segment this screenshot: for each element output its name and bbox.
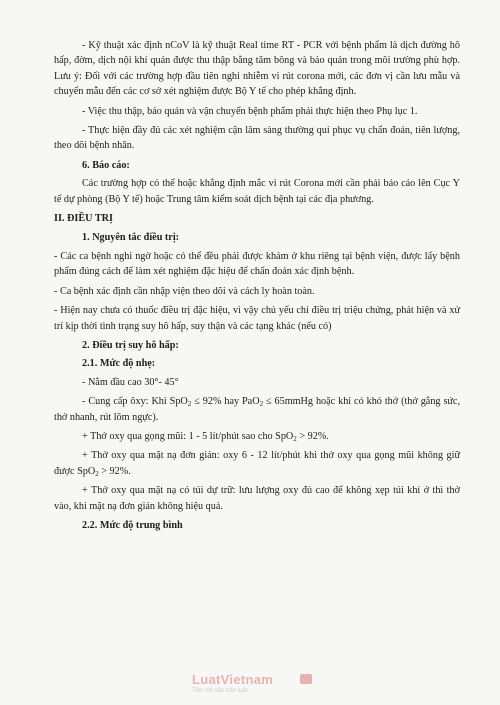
paragraph-simple-mask (54, 448, 460, 479)
text-span: > 92%. (98, 465, 131, 477)
paragraph-oxygen-supply (54, 394, 460, 425)
heading-respiratory-failure: 2. Điều trị suy hô hấp: (82, 339, 179, 351)
text-span: ≤ 65mmHg hoặc khi có khó thở (thở gắng sức, thở nhanh, rút lõm ngực). (54, 396, 460, 423)
paragraph: - Ca bệnh xác định cần nhập viện theo dõi và cách ly hoàn toàn. (54, 285, 315, 297)
paragraph: - Hiện nay chưa có thuốc điều trị đặc hiệu, vì vậy chủ yếu chỉ điều trị triệu chứng, phát hiện và xử trí kịp thời tình trạng suy hô hấp, suy thận và các tạng khác (nếu có) (54, 305, 460, 332)
watermark-logo (192, 672, 322, 702)
watermark-brand: LuatVietnam (192, 672, 274, 687)
paragraph: - Nằm đầu cao 30°- 45° (82, 376, 179, 388)
section-heading-treatment: II. ĐIỀU TRỊ (54, 213, 113, 225)
heading-mild-level: 2.1. Mức độ nhẹ: (82, 358, 156, 370)
text-span: > 92%. (296, 430, 329, 442)
text-span: + Thở oxy qua gọng mũi: 1 - 5 lít/phút sao cho SpO (82, 430, 294, 442)
subscript: 2 (293, 434, 297, 443)
paragraph: + Thở oxy qua mặt nạ có túi dự trữ: lưu lượng oxy đủ cao để không xẹp túi khí ở thì thở vào, khi mặt nạ đơn giản không hiệu quả. (54, 485, 460, 512)
heading-report: 6. Báo cáo: (82, 159, 130, 171)
paragraph-nasal-cannula (54, 429, 460, 444)
paragraph: - Việc thu thập, bảo quản và vận chuyển bệnh phẩm phải thực hiện theo Phụ lục 1. (82, 105, 418, 117)
paragraph: Các trường hợp có thể hoặc khẳng định mắc vi rút Corona mới cần phải báo cáo lên Cục Y tế dự phòng (Bộ Y tế) hoặc Trung tâm kiểm soát dịch bệnh tại các địa phương. (54, 178, 460, 205)
heading-moderate-level: 2.2. Mức độ trung bình (82, 519, 183, 531)
paragraph: - Thực hiện đầy đủ các xét nghiệm cận lâm sàng thường qui phục vụ chẩn đoán, tiên lượng, theo dõi bệnh nhân. (54, 125, 460, 152)
watermark-tagline: Tiện ích văn bản luật (192, 688, 248, 694)
text-span: + Thở oxy qua mặt nạ đơn giản: oxy 6 - 12 lít/phút khi thở oxy qua gọng mũi không giữ được SpO (54, 450, 460, 477)
subscript: 2 (259, 400, 264, 409)
text-span: ≤ 92% hay PaO (191, 396, 260, 408)
subscript: 2 (95, 469, 99, 478)
paragraph: - Kỹ thuật xác định nCoV là kỹ thuật Real time RT - PCR với bệnh phẩm là dịch đường hô hấp, đờm, dịch nội khí quản được thu thập bằng tăm bông và bảo quản trong môi trường phù hợp. Lưu ý: Đối với các trường hợp đầu tiên nghi nhiễm vi rút corona mới, các đơn vị cần lưu mẫu và chuyển mẫu đến các cơ sở xét nghiệm được Bộ Y tế cho phép khẳng định. (54, 40, 460, 98)
paragraph: - Các ca bệnh nghi ngờ hoặc có thể đều phải được khám ở khu riêng tại bệnh viện, được lấy bệnh phẩm đúng cách để làm xét nghiệm đặc hiệu để chẩn đoán xác định bệnh. (54, 250, 460, 278)
text-span: - Cung cấp ôxy: Khi SpO (82, 396, 188, 408)
arrow-icon (300, 674, 312, 684)
subscript: 2 (187, 400, 192, 409)
heading-treatment-principles: 1. Nguyên tắc điều trị: (82, 232, 180, 244)
